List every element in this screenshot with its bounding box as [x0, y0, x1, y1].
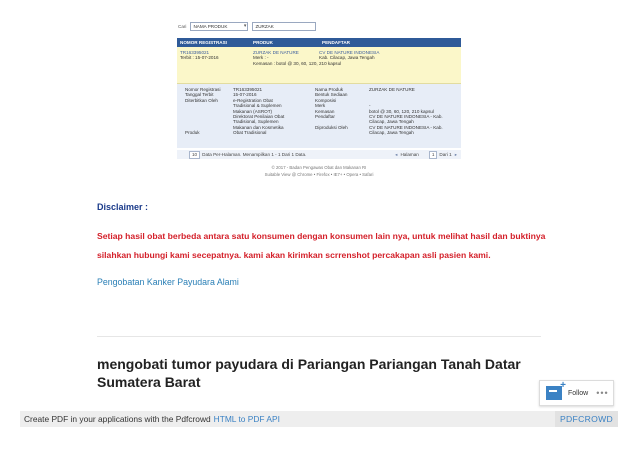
- detail-value: CV DE NATURE INDONESIA - Kab.: [369, 114, 443, 120]
- page-label: Halaman: [400, 152, 419, 157]
- article-link[interactable]: Pengobatan Kanker Payudara Alami: [97, 277, 239, 287]
- col-registration: NOMOR REGISTRASI: [180, 40, 227, 45]
- search-input[interactable]: ZURZAK: [252, 22, 316, 31]
- col-product: PRODUK: [253, 40, 273, 45]
- banner-api-link[interactable]: HTML to PDF API: [213, 414, 280, 424]
- product-packaging: Kemasan : botol @ 30, 60, 120, 210 kapsul: [253, 60, 342, 66]
- detail-left-labels: [185, 87, 220, 136]
- page-input[interactable]: 1: [429, 151, 438, 159]
- detail-value: -: [369, 103, 371, 109]
- detail-value: Cilacap, Jawa Tengah: [369, 130, 414, 136]
- detail-row: [177, 84, 461, 148]
- footer-browsers: Suitable View @ Chrome • Firefox • IE7+ • Opera • Safari: [264, 172, 374, 177]
- more-options-icon[interactable]: •••: [596, 388, 609, 398]
- detail-label: Nama Produk: [315, 87, 344, 92]
- banner-text: Create PDF in your applications with the Pdfcrowd: [24, 414, 211, 424]
- page-of: Dari 1: [439, 152, 452, 157]
- detail-value: 15-07-2016: [233, 92, 257, 98]
- disclaimer-line: silahkan hubungi kami secepatnya. kami akan kirimkan scrrenshot percakapan asli pasien kami.: [97, 250, 491, 260]
- detail-value: botol @ 30, 60, 120, 210 kapsul: [369, 108, 434, 114]
- disclaimer-line: Setiap hasil obat berbeda antara satu konsumen dengan konsumen lain nya, untuk melihat hasil dan buktinya: [97, 231, 546, 241]
- detail-value: Tradisional & Suplemen: [233, 103, 282, 109]
- footer-copyright: © 2017 - Badan Pengawas Obat dan Makanan RI: [271, 165, 367, 170]
- detail-right-labels: [315, 87, 348, 130]
- per-page-select[interactable]: 10: [189, 151, 200, 159]
- detail-left-values: [233, 87, 284, 136]
- next-page-icon[interactable]: ▸: [454, 151, 457, 157]
- table-row[interactable]: [177, 47, 461, 84]
- follow-label[interactable]: Follow: [568, 389, 589, 397]
- detail-label: Kemasan: [315, 108, 335, 114]
- detail-value: Makanan dan Kosmetika: [233, 124, 284, 130]
- detail-value: CV DE NATURE INDONESIA - Kab.: [369, 124, 443, 130]
- detail-label: Merk: [315, 103, 326, 109]
- detail-label: Bentuk Sediaan: [315, 92, 348, 98]
- pdfcrowd-logo[interactable]: PDFCROWD: [555, 411, 618, 427]
- detail-label: Tanggal Terbit: [185, 92, 214, 98]
- per-page-text: Data Per-Halaman. Menampilkan 1 - 1 Dari 1 Data.: [202, 152, 307, 157]
- detail-value: Direktorat Penilaian Obat: [233, 114, 285, 120]
- article-title[interactable]: mengobati tumor payudara di Pariangan Pariangan Tanah Datar Sumatera Barat: [97, 356, 521, 390]
- detail-right-values: [369, 87, 443, 136]
- reg-number[interactable]: TR163395021: [180, 50, 210, 55]
- registrant-name[interactable]: CV DE NATURE INDONESIA: [319, 50, 380, 55]
- detail-value: Cilacap, Jawa Tengah: [369, 119, 414, 125]
- pagination-bar: [177, 150, 461, 159]
- detail-value: ZURZAK DE NATURE: [369, 87, 415, 92]
- search-field-select[interactable]: NAMA PRODUK ▾: [190, 22, 248, 31]
- disclaimer-title: Disclaimer :: [97, 202, 149, 212]
- search-label: Cari: [178, 24, 187, 29]
- detail-value: Obat Tradisional: [233, 130, 267, 136]
- detail-label: Produk: [185, 130, 200, 136]
- product-name[interactable]: ZURZAK DE NATURE: [253, 50, 299, 55]
- detail-label: Komposisi: [315, 97, 337, 103]
- product-merk: Merk : -: [253, 55, 269, 61]
- embedded-screenshot: [175, 16, 463, 184]
- detail-label: Nomor Registrasi: [185, 87, 221, 92]
- detail-value: Tradisional, Suplemen: [233, 119, 279, 125]
- detail-value: TR163395021: [233, 87, 263, 92]
- reg-date: Terbit : 15-07-2016: [180, 55, 219, 61]
- detail-value: e-Registration Obat: [233, 97, 273, 103]
- search-bar: [178, 22, 316, 31]
- follow-icon: [546, 386, 562, 400]
- pdf-banner: [20, 411, 618, 427]
- detail-label: Diterbitkan Oleh: [185, 97, 218, 103]
- follow-widget[interactable]: [539, 380, 614, 406]
- disclaimer-text: [97, 227, 552, 265]
- col-registrant: PENDAFTAR: [322, 40, 350, 45]
- registrant-address: Kab. Cilacap, Jawa Tengah: [319, 55, 375, 61]
- prev-page-icon[interactable]: ◂: [395, 151, 398, 157]
- table-header: [177, 38, 461, 47]
- detail-value: Makanan (ASROT): [233, 108, 273, 114]
- divider: [97, 336, 541, 337]
- detail-label: Pendaftar: [315, 114, 335, 120]
- detail-label: Diproduksi Oleh: [315, 124, 348, 130]
